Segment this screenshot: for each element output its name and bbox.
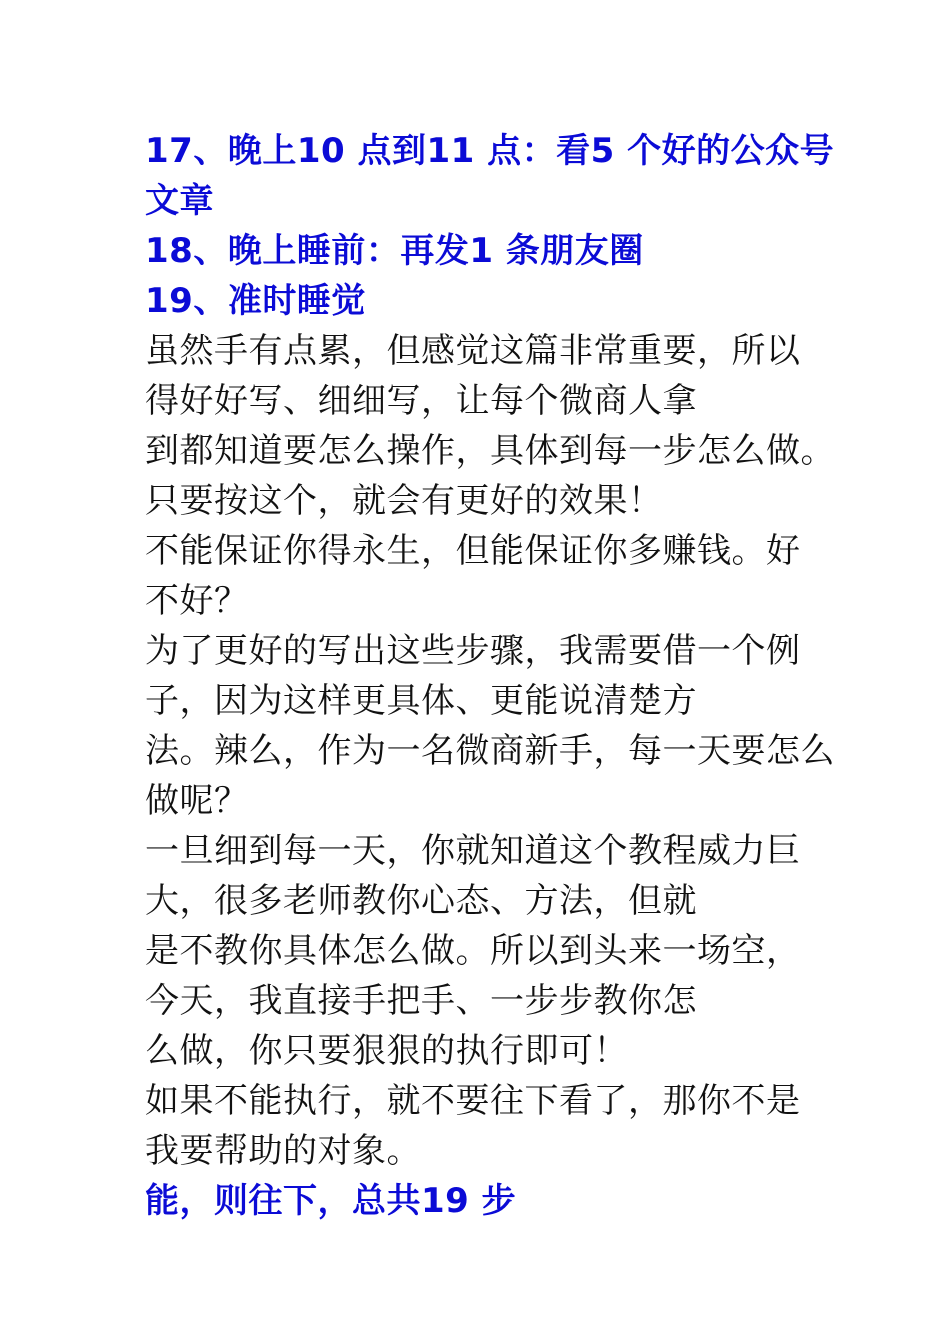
step-17-heading-line-1: 17、晚上10 点到11 点：看5 个好的公众号: [145, 131, 835, 171]
body-text-line: 如果不能执行，就不要往下看了，那你不是: [145, 1081, 801, 1121]
body-text-line: 一旦细到每一天，你就知道这个教程威力巨: [145, 831, 801, 871]
body-text-line: 子，因为这样更具体、更能说清楚方: [145, 681, 697, 721]
body-text-line: 法。辣么，作为一名微商新手，每一天要怎么: [145, 731, 835, 771]
body-text-line: 不好？: [145, 581, 249, 621]
step-19-heading: 19、准时睡觉: [145, 281, 366, 321]
body-text-line: 我要帮助的对象。: [145, 1131, 421, 1171]
body-text-line: 做呢？: [145, 781, 249, 821]
body-text-line: 不能保证你得永生，但能保证你多赚钱。好: [145, 531, 801, 571]
body-text-line: 只要按这个，就会有更好的效果！: [145, 481, 663, 521]
body-text-line: 得好好写、细细写，让每个微商人拿: [145, 381, 697, 421]
body-text-line: 为了更好的写出这些步骤，我需要借一个例: [145, 631, 801, 671]
document-page: [145, 126, 845, 1226]
body-text-line: 到都知道要怎么操作，具体到每一步怎么做。: [145, 431, 835, 471]
body-text-line: 是不教你具体怎么做。所以到头来一场空，: [145, 931, 801, 971]
step-18-heading: 18、晚上睡前：再发1 条朋友圈: [145, 231, 644, 271]
closing-heading: 能，则往下，总共19 步: [145, 1181, 517, 1221]
body-text-line: 虽然手有点累，但感觉这篇非常重要，所以: [145, 331, 801, 371]
step-17-heading-line-2: 文章: [145, 181, 214, 221]
body-text-line: 么做，你只要狠狠的执行即可！: [145, 1031, 628, 1071]
body-text-line: 大，很多老师教你心态、方法，但就: [145, 881, 697, 921]
body-text-line: 今天，我直接手把手、一步步教你怎: [145, 981, 697, 1021]
